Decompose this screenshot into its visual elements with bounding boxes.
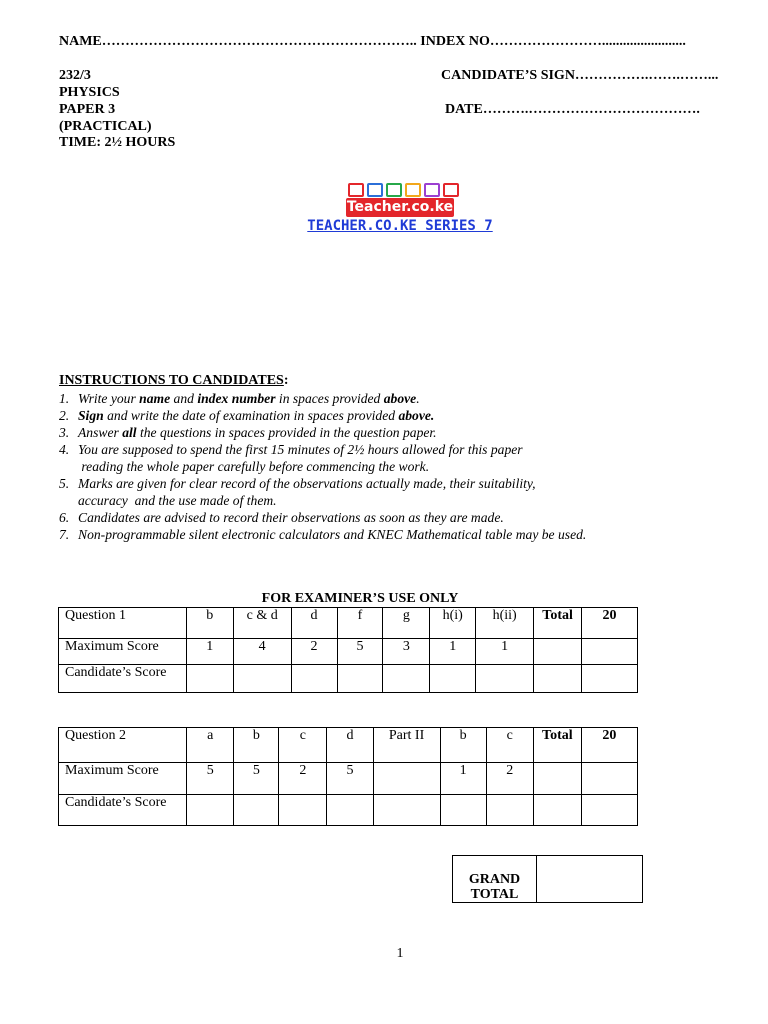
column-header: 20: [582, 608, 638, 639]
instruction-number: 5.: [59, 476, 70, 491]
instruction-number: 6.: [59, 510, 70, 525]
logo-text: Teacher.co.ke: [346, 199, 454, 215]
instructions-title-colon: :: [283, 373, 289, 388]
candidate-score-cell[interactable]: [337, 665, 383, 693]
instruction-emphasis: index number: [197, 391, 276, 406]
column-header: b: [234, 728, 279, 763]
candidate-score-cell[interactable]: [291, 665, 337, 693]
subject: PHYSICS: [59, 85, 120, 100]
grand-total-line1: GRAND: [468, 872, 521, 887]
logo-square-icon: [443, 183, 459, 197]
instruction-number: 1.: [59, 391, 70, 406]
column-header: g: [383, 608, 430, 639]
column-header: c & d: [233, 608, 291, 639]
paper-code: 232/3: [59, 68, 91, 83]
instruction-number: 3.: [59, 425, 70, 440]
column-header: h(i): [430, 608, 476, 639]
maximum-score-cell: 5: [187, 763, 234, 795]
candidate-score-cell[interactable]: [534, 665, 582, 693]
maximum-score-cell: [582, 639, 638, 665]
candidate-score-cell[interactable]: [581, 795, 637, 826]
page-number: 1: [396, 946, 404, 961]
series-title-link[interactable]: TEACHER.CO.KE SERIES 7: [307, 218, 493, 234]
question2-score-table: [58, 727, 638, 826]
instruction-emphasis: all: [122, 425, 137, 440]
teacher-co-ke-logo: [346, 181, 454, 217]
instruction-item: [59, 475, 709, 492]
candidate-score-cell[interactable]: [373, 795, 440, 826]
candidate-score-cell[interactable]: [187, 795, 234, 826]
grand-total-table: [452, 855, 643, 903]
candidate-score-cell[interactable]: [234, 795, 279, 826]
instruction-text: [78, 475, 536, 492]
paper-number: PAPER 3: [59, 102, 116, 117]
column-header: f: [337, 608, 383, 639]
examiner-use-title: FOR EXAMINER’S USE ONLY: [261, 591, 459, 606]
exam-time: TIME: 2½ HOURS: [59, 135, 176, 150]
column-header: d: [291, 608, 337, 639]
logo-square-icon: [405, 183, 421, 197]
instruction-text: [78, 526, 586, 543]
candidate-score-cell[interactable]: [430, 665, 476, 693]
candidate-score-cell[interactable]: [476, 665, 534, 693]
candidate-score-label: Candidate’s Score: [59, 665, 187, 693]
table-row: [59, 608, 638, 639]
candidate-score-cell[interactable]: [186, 665, 233, 693]
table-row: [59, 639, 638, 665]
instruction-item: [59, 424, 709, 441]
table-row: [59, 763, 638, 795]
instruction-item: [59, 509, 709, 526]
candidate-score-cell[interactable]: [279, 795, 327, 826]
maximum-score-cell: 1: [476, 639, 534, 665]
logo-square-icon: [424, 183, 440, 197]
instruction-text: [78, 407, 434, 424]
table-row: [59, 728, 638, 763]
candidate-score-cell[interactable]: [582, 665, 638, 693]
logo-squares: [348, 183, 459, 197]
column-header: c: [486, 728, 533, 763]
maximum-score-cell: 5: [234, 763, 279, 795]
paper-type: (PRACTICAL): [59, 119, 152, 134]
instruction-fragment: in spaces provided: [275, 391, 384, 406]
date-line: DATE……….……………………………….: [445, 102, 700, 117]
instruction-fragment: Non-programmable silent electronic calculators and KNEC Mathematical table may be used.: [78, 527, 587, 542]
instruction-fragment: the questions in spaces provided in the question paper.: [136, 425, 437, 440]
maximum-score-label: Maximum Score: [59, 763, 187, 795]
instruction-text: [78, 390, 420, 407]
instruction-fragment: Answer: [78, 425, 123, 440]
candidate-score-label: Candidate’s Score: [59, 795, 187, 826]
column-header: Part II: [373, 728, 440, 763]
maximum-score-cell: 2: [486, 763, 533, 795]
candidate-score-cell[interactable]: [327, 795, 373, 826]
candidate-score-cell[interactable]: [233, 665, 291, 693]
maximum-score-cell: 1: [430, 639, 476, 665]
maximum-score-cell: 1: [186, 639, 233, 665]
maximum-score-cell: 5: [337, 639, 383, 665]
instruction-fragment: and write the date of examination in spaces provided: [103, 408, 399, 423]
maximum-score-cell: [533, 763, 581, 795]
maximum-score-cell: [534, 639, 582, 665]
maximum-score-label: Maximum Score: [59, 639, 187, 665]
instruction-text: [78, 509, 504, 526]
question-label: Question 1: [59, 608, 187, 639]
instruction-fragment: Write your: [78, 391, 140, 406]
instruction-emphasis: Sign: [78, 408, 104, 423]
table-row: [59, 665, 638, 693]
instruction-emphasis: above: [383, 391, 417, 406]
name-index-line: NAME………………………………………………………….. INDEX NO……………………........................: [59, 34, 686, 49]
instruction-item: [59, 390, 709, 407]
instruction-item: [59, 441, 709, 458]
logo-square-icon: [386, 183, 402, 197]
instruction-text: [78, 441, 523, 458]
grand-total-line2: TOTAL: [470, 887, 519, 902]
instruction-continuation: reading the whole paper carefully before commencing the work.: [78, 459, 430, 474]
maximum-score-cell: 2: [291, 639, 337, 665]
column-header: c: [279, 728, 327, 763]
instruction-number: 7.: [59, 527, 70, 542]
instruction-fragment: .: [416, 391, 420, 406]
question1-score-table: [58, 607, 638, 693]
maximum-score-cell: 3: [383, 639, 430, 665]
instructions-title: [59, 373, 289, 389]
logo-square-icon: [367, 183, 383, 197]
instructions-list: [59, 390, 709, 543]
instruction-fragment: You are supposed to spend the first 15 minutes of 2½ hours allowed for this paper: [78, 442, 523, 457]
candidate-sign-line: CANDIDATE’S SIGN…………….…….……...: [441, 68, 719, 83]
candidate-score-cell[interactable]: [440, 795, 486, 826]
instruction-item: [59, 526, 709, 543]
column-header: b: [186, 608, 233, 639]
grand-total-label: [453, 856, 537, 903]
instruction-text: [78, 424, 437, 441]
instructions-title-text: INSTRUCTIONS TO CANDIDATES: [59, 373, 284, 388]
table-row: [59, 795, 638, 826]
maximum-score-cell: 4: [233, 639, 291, 665]
maximum-score-cell: 5: [327, 763, 373, 795]
maximum-score-cell: 2: [279, 763, 327, 795]
column-header: d: [327, 728, 373, 763]
logo-square-icon: [348, 183, 364, 197]
instruction-fragment: Candidates are advised to record their observations as soon as they are made.: [78, 510, 504, 525]
candidate-score-cell[interactable]: [383, 665, 430, 693]
instruction-continuation: accuracy and the use made of them.: [78, 493, 277, 508]
instruction-emphasis: above.: [398, 408, 435, 423]
instruction-fragment: and: [170, 391, 198, 406]
instruction-number: 2.: [59, 408, 70, 423]
instruction-number: 4.: [59, 442, 70, 457]
column-header: b: [440, 728, 486, 763]
candidate-score-cell[interactable]: [486, 795, 533, 826]
column-header: Total: [534, 608, 582, 639]
candidate-score-cell[interactable]: [533, 795, 581, 826]
maximum-score-cell: [581, 763, 637, 795]
instruction-emphasis: name: [139, 391, 171, 406]
instruction-item: [59, 407, 709, 424]
grand-total-value-cell[interactable]: [537, 856, 643, 903]
column-header: 20: [581, 728, 637, 763]
column-header: Total: [533, 728, 581, 763]
question-label: Question 2: [59, 728, 187, 763]
column-header: a: [187, 728, 234, 763]
maximum-score-cell: [373, 763, 440, 795]
instruction-fragment: Marks are given for clear record of the observations actually made, their suitability,: [78, 476, 536, 491]
column-header: h(ii): [476, 608, 534, 639]
maximum-score-cell: 1: [440, 763, 486, 795]
